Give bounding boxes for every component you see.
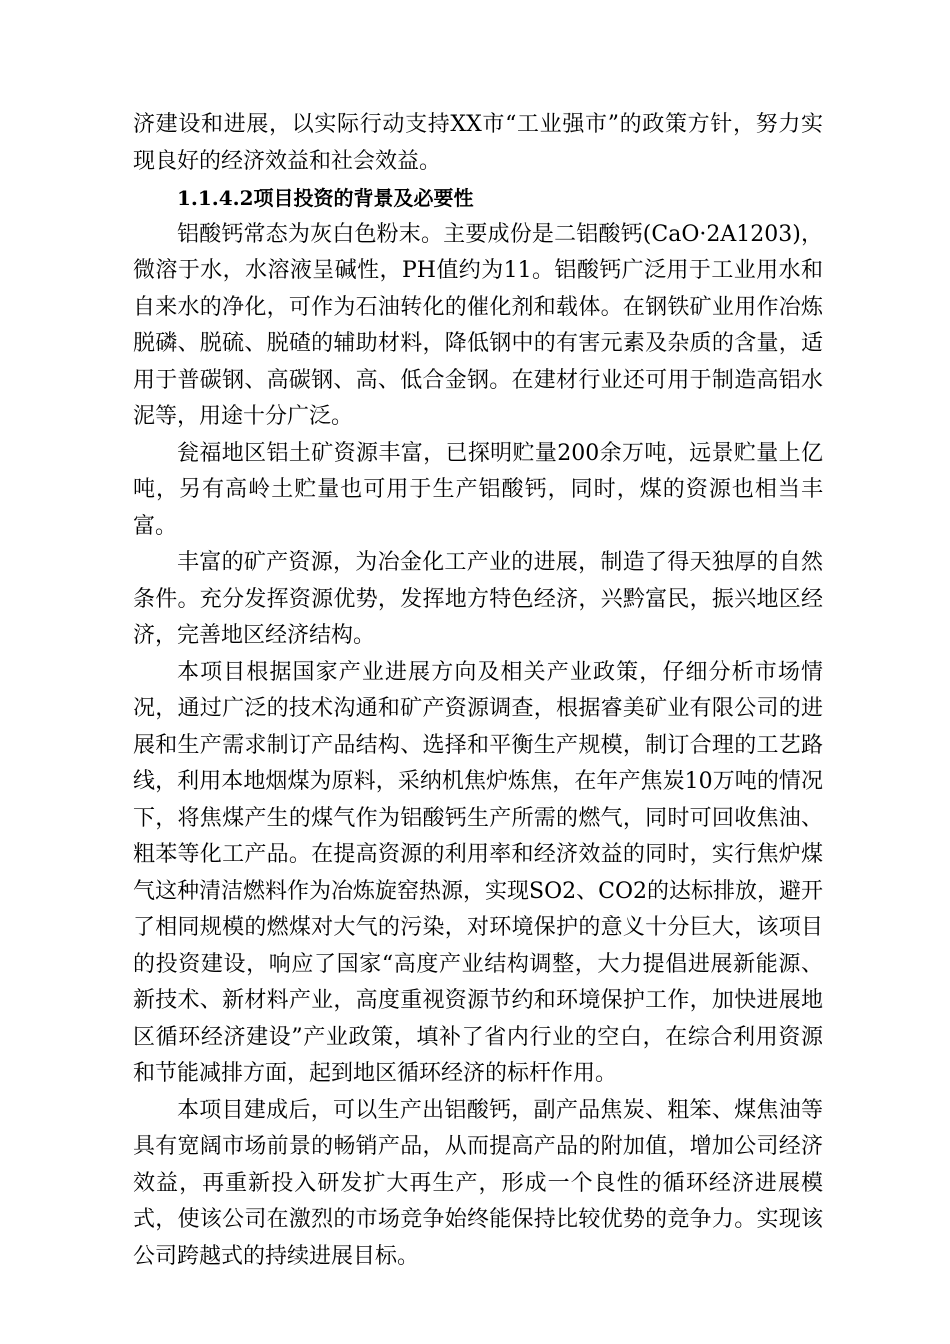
document-page xyxy=(133,107,823,1275)
paragraph-calcium-aluminate: 铝酸钙常态为灰白色粉末。主要成份是二铝酸钙(CaO·2A1203)，微溶于水，水溶液呈碱性，PH值约为11。铝酸钙广泛用于工业用水和自来水的净化，可作为石油转化的催化剂和载体。在钢铁矿业用作冶炼脱磷、脱硫、脱碴的辅助材料，降低钢中的有害元素及杂质的含量，适用于普碳钢、高碳钢、高、低合金钢。在建材行业还可用于制造高铝水泥等，用途十分广泛。 xyxy=(133,221,823,429)
paragraph-project-outcome: 本项目建成后，可以生产出铝酸钙，副产品焦炭、粗笨、煤焦油等具有宽阔市场前景的畅销产品，从而提高产品的附加值，增加公司经济效益，再重新投入研发扩大再生产，形成一个良性的循环经济进展模式，使该公司在激烈的市场竞争始终能保持比较优势的竞争力。实现该公司跨越式的持续进展目标。 xyxy=(133,1097,823,1269)
paragraph-bauxite-resources: 瓮福地区铝土矿资源丰富，已探明贮量200余万吨，远景贮量上亿吨，另有高岭土贮量也可用于生产铝酸钙，同时，煤的资源也相当丰富。 xyxy=(133,440,823,539)
paragraph-project-plan: 本项目根据国家产业进展方向及相关产业政策，仔细分析市场情况，通过广泛的技术沟通和矿产资源调查，根据睿美矿业有限公司的进展和生产需求制订产品结构、选择和平衡生产规模，制订合理的工艺路线，利用本地烟煤为原料，采纳机焦炉炼焦，在年产焦炭10万吨的情况下，将焦煤产生的煤气作为铝酸钙生产所需的燃气，同时可回收焦油、粗苯等化工产品。在提高资源的利用率和经济效益的同时，实行焦炉煤气这种清洁燃料作为冶炼旋窑热源，实现SO2、CO2的达标排放，避开了相同规模的燃煤对大气的污染，对环境保护的意义十分巨大，该项目的投资建设，响应了国家“高度产业结构调整，大力提倡进展新能源、新技术、新材料产业，高度重视资源节约和环境保护工作，加快进展地区循环经济建设”产业政策，填补了省内行业的空白，在综合利用资源和节能减排方面，起到地区循环经济的标杆作用。 xyxy=(133,659,823,1086)
section-heading: 1.1.4.2项目投资的背景及必要性 xyxy=(177,186,474,210)
paragraph-mineral-resources: 丰富的矿产资源，为冶金化工产业的进展，制造了得天独厚的自然条件。充分发挥资源优势，发挥地方特色经济，兴黔富民，振兴地区经济，完善地区经济结构。 xyxy=(133,550,823,648)
intro-paragraph: 济建设和进展，以实际行动支持XX市“工业强市”的政策方针，努力实现良好的经济效益和社会效益。 xyxy=(133,112,823,174)
